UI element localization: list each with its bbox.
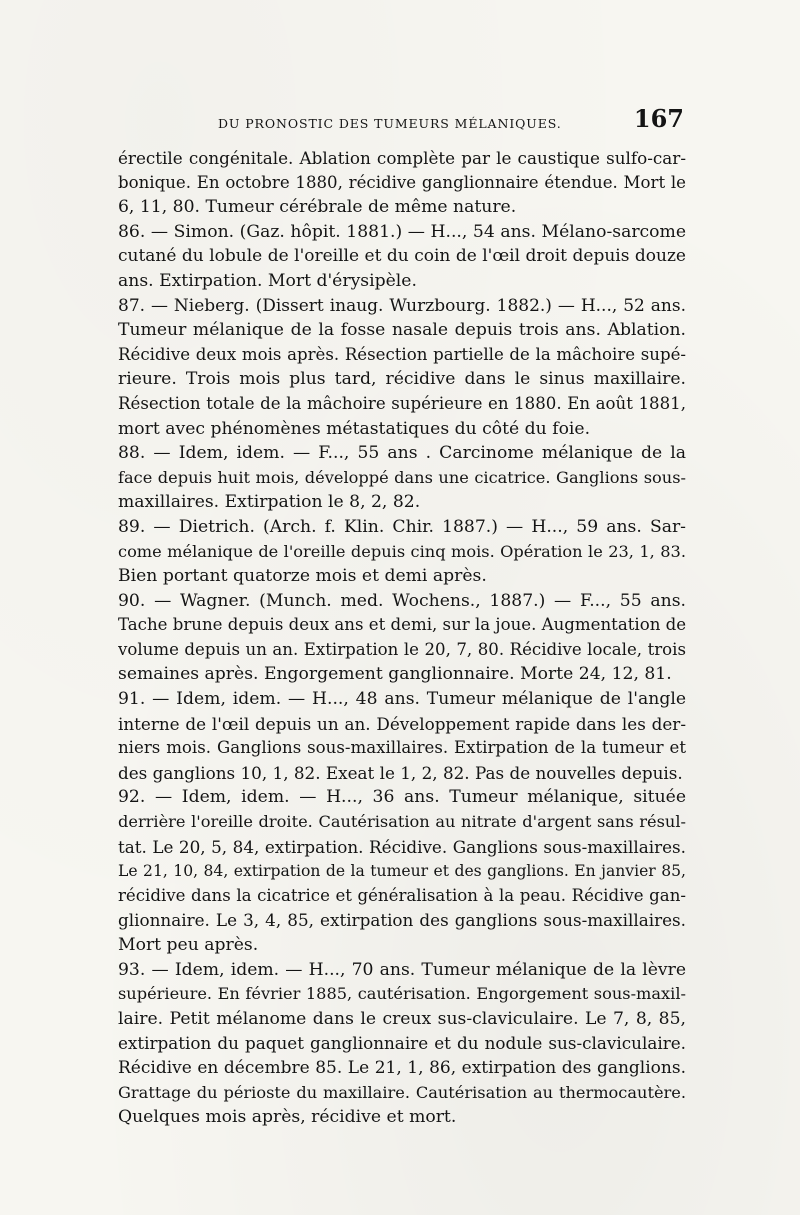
text-line: Mort peu après. [118, 935, 259, 955]
text-line: bonique. En octobre 1880, récidive ganglionnaire étendue. Mort le [118, 172, 686, 192]
page-header [118, 100, 686, 136]
running-title: DU PRONOSTIC DES TUMEURS MÉLANIQUES. [218, 116, 562, 131]
case-88-start: 88. — Idem, idem. — F..., 55 ans . Carcinome mélanique de la [118, 443, 686, 464]
text-line: Grattage du périoste du maxillaire. Cautérisation au thermocautère. [118, 1082, 686, 1102]
text-line: Récidive en décembre 85. Le 21, 1, 86, extirpation des ganglions. [118, 1057, 686, 1078]
case-93-start: 93. — Idem, idem. — H..., 70 ans. Tumeur mélanique de la lèvre [118, 959, 686, 980]
page-number: 167 [633, 104, 684, 133]
text-line: Tumeur mélanique de la fosse nasale depuis trois ans. Ablation. [118, 320, 686, 341]
text-line: Quelques mois après, récidive et mort. [118, 1107, 457, 1128]
text-line: glionnaire. Le 3, 4, 85, extirpation des ganglions sous-maxillaires. [118, 910, 686, 931]
text-line: supérieure. En février 1885, cautérisation. Engorgement sous-maxil- [118, 984, 686, 1004]
text-line: semaines après. Engorgement ganglionnaire. Morte 24, 12, 81. [118, 664, 672, 685]
text-line: Récidive deux mois après. Résection partielle de la mâchoire supé- [118, 344, 686, 364]
text-line: rieure. Trois mois plus tard, récidive dans le sinus maxillaire. [118, 369, 686, 390]
text-line: ans. Extirpation. Mort d'érysipèle. [118, 270, 417, 291]
case-87-start: 87. — Nieberg. (Dissert inaug. Wurzbourg. 1882.) — H..., 52 ans. [118, 295, 686, 316]
text-line: récidive dans la cicatrice et généralisation à la peau. Récidive gan- [118, 885, 686, 905]
body-text [118, 146, 686, 1130]
text-line: Bien portant quatorze mois et demi après. [118, 566, 487, 587]
text-line: interne de l'œil depuis un an. Développement rapide dans les der- [118, 713, 686, 734]
text-line: Résection totale de la mâchoire supérieure en 1880. En août 1881, [118, 393, 686, 413]
text-line: des ganglions 10, 1, 82. Exeat le 1, 2, 82. Pas de nouvelles depuis. [118, 762, 683, 783]
text-line: tat. Le 20, 5, 84, extirpation. Récidive. Ganglions sous-maxillaires. [118, 836, 686, 857]
text-line: volume depuis un an. Extirpation le 20, 7, 80. Récidive locale, trois [118, 639, 686, 659]
text-line: mort avec phénomènes métastatiques du côté du foie. [118, 418, 591, 439]
case-90-start: 90. — Wagner. (Munch. med. Wochens., 1887.) — F..., 55 ans. [118, 590, 686, 611]
text-line: laire. Petit mélanome dans le creux sus-claviculaire. Le 7, 8, 85, [118, 1008, 686, 1029]
text-line: extirpation du paquet ganglionnaire et du nodule sus-claviculaire. [118, 1033, 686, 1054]
case-86-start: 86. — Simon. (Gaz. hôpit. 1881.) — H..., 54 ans. Mélano-sarcome [118, 221, 686, 242]
case-91-start: 91. — Idem, idem. — H..., 48 ans. Tumeur mélanique de l'angle [118, 689, 686, 710]
text-line: 6, 11, 80. Tumeur cérébrale de même nature. [118, 197, 517, 218]
text-line: come mélanique de l'oreille depuis cinq mois. Opération le 23, 1, 83. [118, 541, 686, 561]
text-line: maxillaires. Extirpation le 8, 2, 82. [118, 492, 421, 513]
text-line: érectile congénitale. Ablation complète par le caustique sulfo-car- [118, 148, 686, 168]
case-92-start: 92. — Idem, idem. — H..., 36 ans. Tumeur mélanique, située [118, 787, 686, 808]
text-line: Le 21, 10, 84, extirpation de la tumeur et des ganglions. En janvier 85, [118, 862, 686, 881]
text-line: niers mois. Ganglions sous-maxillaires. Extirpation de la tumeur et [118, 738, 686, 758]
text-line: derrière l'oreille droite. Cautérisation au nitrate d'argent sans résul- [118, 812, 686, 832]
text-line: face depuis huit mois, développé dans une cicatrice. Ganglions sous- [118, 467, 686, 487]
text-line: cutané du lobule de l'oreille et du coin de l'œil droit depuis douze [118, 246, 686, 267]
text-line: Tache brune depuis deux ans et demi, sur la joue. Augmentation de [118, 615, 686, 635]
case-89-start: 89. — Dietrich. (Arch. f. Klin. Chir. 1887.) — H..., 59 ans. Sar- [118, 516, 686, 537]
